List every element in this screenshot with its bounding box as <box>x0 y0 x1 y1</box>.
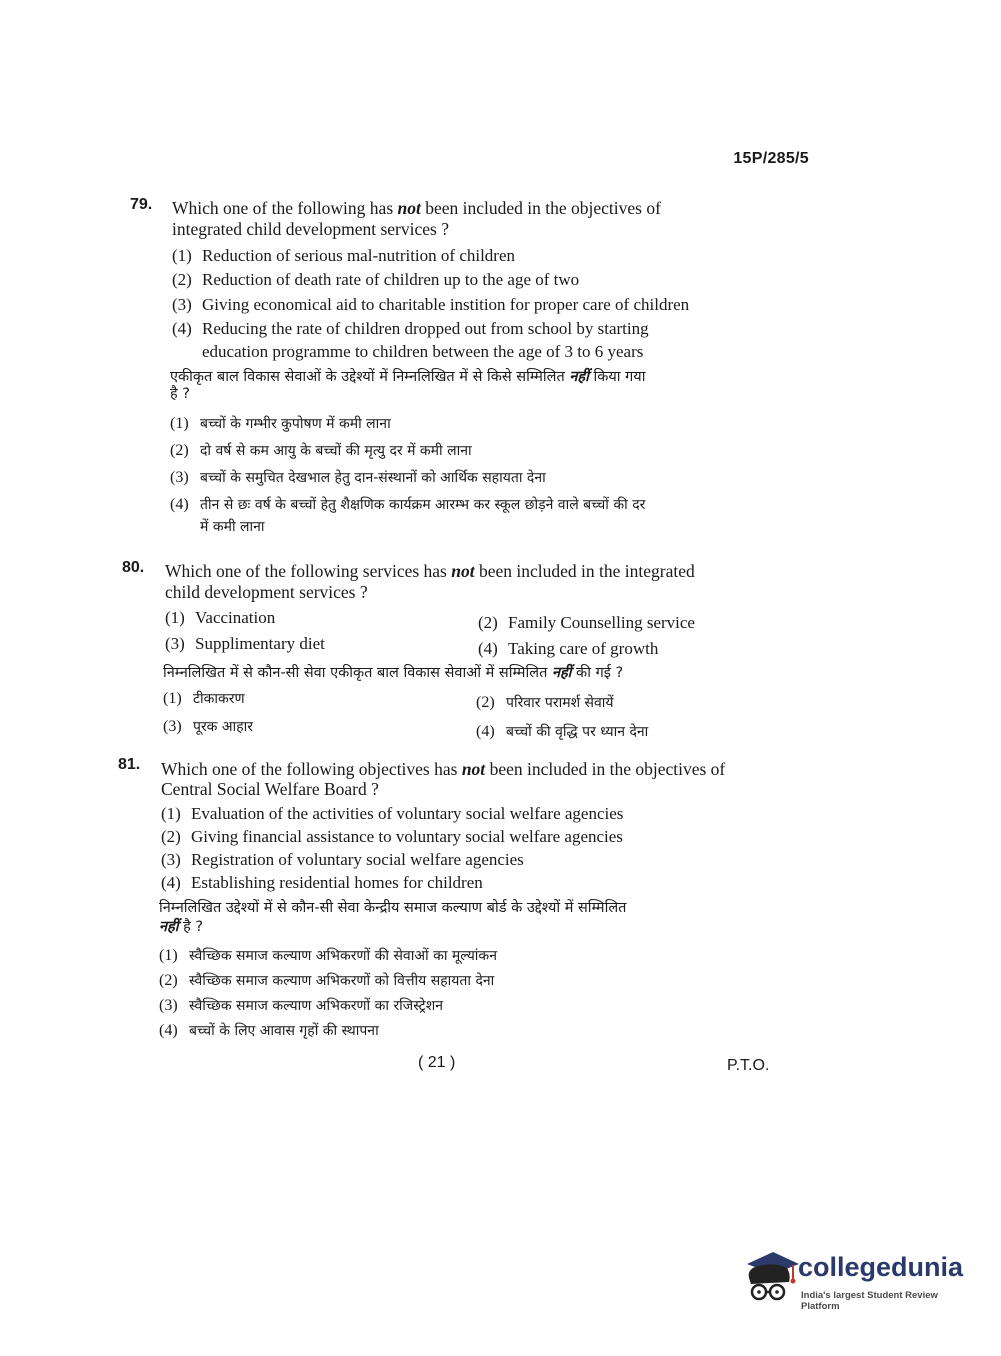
question-number: 80. <box>122 559 145 576</box>
option-hi-1: (1) स्वैच्छिक समाज कल्याण अभिकरणों की सेवाओं का मूल्यांकन <box>159 947 497 964</box>
logo-name: collegedunia <box>798 1252 964 1282</box>
question-text-en-cont: child development services ? <box>165 582 368 602</box>
pto-label: P.T.O. <box>727 1057 770 1074</box>
question-text-hi: निम्नलिखित में से कौन-सी सेवा एकीकृत बाल विकास सेवाओं में सम्मिलित नहीं की गई ? <box>163 665 624 681</box>
collegedunia-logo <box>743 1250 973 1312</box>
option-hi-4: (4) बच्चों के लिए आवास गृहों की स्थापना <box>159 1022 379 1039</box>
option-en-2: (2) Reduction of death rate of children up to the age of two <box>172 270 580 289</box>
question-number: 81. <box>118 756 141 773</box>
option-en-4: (4) Establishing residential homes for children <box>161 873 483 892</box>
option-hi-4-cont: में कमी लाना <box>200 519 265 535</box>
option-hi-4: (4) बच्चों की वृद्धि पर ध्यान देना <box>476 723 649 740</box>
paper-code: 15P/285/5 <box>733 150 809 167</box>
option-hi-2: (2) स्वैच्छिक समाज कल्याण अभिकरणों को वित्तीय सहायता देना <box>159 972 495 989</box>
option-en-3: (3) Registration of voluntary social welfare agencies <box>161 850 524 869</box>
question-text-en-cont: integrated child development services ? <box>172 219 449 239</box>
option-en-2: (2) Family Counselling service <box>478 613 695 632</box>
question-text-en: Which one of the following has not been included in the objectives of <box>172 198 661 218</box>
page-number: ( 21 ) <box>418 1054 456 1071</box>
option-en-1: (1) Vaccination <box>165 608 276 627</box>
option-en-3: (3) Supplimentary diet <box>165 634 325 653</box>
option-en-2: (2) Giving financial assistance to voluntary social welfare agencies <box>161 827 623 846</box>
question-text-en: Which one of the following services has not been included in the integrated <box>165 561 695 581</box>
option-en-4: (4) Reducing the rate of children dropped out from school by starting <box>172 319 649 338</box>
option-en-4-cont: education programme to children between the age of 3 to 6 years <box>202 342 644 361</box>
option-en-1: (1) Reduction of serious mal-nutrition of children <box>172 246 516 265</box>
option-en-1: (1) Evaluation of the activities of voluntary social welfare agencies <box>161 804 624 823</box>
question-text-hi-cont: नहीं है ? <box>159 919 204 935</box>
question-text-hi: निम्नलिखित उद्देश्यों में से कौन-सी सेवा केन्द्रीय समाज कल्याण बोर्ड के उद्देश्यों में सम्मिलित <box>159 900 627 916</box>
option-en-3: (3) Giving economical aid to charitable instition for proper care of children <box>172 295 690 314</box>
option-hi-1: (1) टीकाकरण <box>163 690 245 707</box>
mascot-icon <box>743 1250 799 1312</box>
question-text-hi-cont: है ? <box>170 386 191 402</box>
question-number: 79. <box>130 196 153 213</box>
logo-tagline: India's largest Student Review Platform <box>801 1290 938 1312</box>
question-text-hi: एकीकृत बाल विकास सेवाओं के उद्देश्यों में निम्नलिखित में से किसे सम्मिलित नहीं किया गया <box>170 369 646 385</box>
option-en-4: (4) Taking care of growth <box>478 639 659 658</box>
option-hi-3: (3) बच्चों के समुचित देखभाल हेतु दान-संस्थानों को आर्थिक सहायता देना <box>170 469 546 486</box>
option-hi-2: (2) दो वर्ष से कम आयु के बच्चों की मृत्यु दर में कमी लाना <box>170 442 472 459</box>
option-hi-3: (3) पूरक आहार <box>163 718 253 735</box>
question-text-en: Which one of the following objectives has not been included in the objectives of <box>161 759 726 779</box>
option-hi-2: (2) परिवार परामर्श सेवायें <box>476 694 614 711</box>
question-text-en-cont: Central Social Welfare Board ? <box>161 779 379 799</box>
option-hi-4: (4) तीन से छः वर्ष के बच्चों हेतु शैक्षणिक कार्यक्रम आरम्भ कर स्कूल छोड़ने वाले बच्चों की दर <box>170 496 646 513</box>
option-hi-3: (3) स्वैच्छिक समाज कल्याण अभिकरणों का रजिस्ट्रेशन <box>159 997 443 1014</box>
option-hi-1: (1) बच्चों के गम्भीर कुपोषण में कमी लाना <box>170 415 391 432</box>
